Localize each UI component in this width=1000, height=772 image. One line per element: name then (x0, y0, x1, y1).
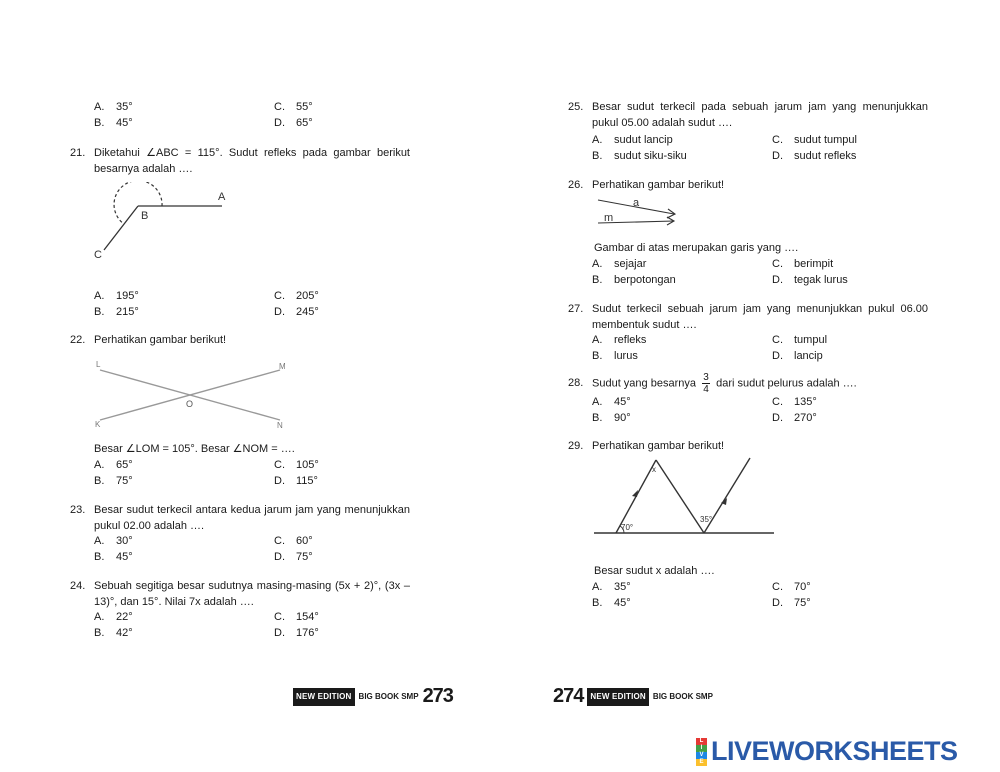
question-number: 24. (70, 580, 86, 592)
fraction: $\frac{3}{4}$ (703, 372, 709, 395)
option: B. 42° (94, 626, 133, 639)
logo-tiles-icon: L I V E (696, 738, 707, 766)
option: A. sejajar (592, 258, 647, 270)
edition-badge: NEW EDITION (587, 688, 649, 706)
question-text: Perhatikan gambar berikut! (94, 334, 227, 346)
option: D. 75° (772, 596, 811, 609)
option: C. 105° (274, 459, 319, 471)
option: B. sudut siku-siku (592, 149, 687, 162)
question-text: Besar sudut terkecil pada sebuah jarum jam yang menunjukkan pukul 05.00 adalah sudut …. (592, 101, 928, 129)
label-m: M (279, 362, 286, 371)
q28-options (592, 395, 932, 426)
label-m: m (604, 212, 614, 224)
angle-abc-figure (90, 182, 240, 262)
label-o: O (186, 399, 194, 409)
question-text: Sudut terkecil sebuah jarum jam yang menunjukkan pukul 06.00 membentuk sudut …. (592, 303, 928, 331)
q24-options (94, 610, 434, 641)
option: B. 215° (94, 305, 139, 318)
q29-statement: Besar sudut x adalah …. (594, 565, 715, 577)
option: C. 135° (772, 396, 817, 408)
option: D. 75° (274, 550, 313, 563)
label-l: L (96, 360, 101, 369)
label-35: 35° (700, 515, 713, 524)
option: C. 154° (274, 611, 319, 623)
arrow-ray-1 (632, 490, 638, 497)
option: A. refleks (592, 334, 647, 346)
option: D. 65° (274, 116, 313, 129)
reflection-angle-figure (590, 454, 780, 540)
label-c: C (94, 249, 102, 261)
option: C. 55° (274, 101, 313, 113)
option: C. tumpul (772, 334, 828, 346)
label-a: A (218, 191, 226, 203)
option: D. sudut refleks (772, 149, 857, 162)
ray-bc (104, 206, 138, 250)
book-title: BIG BOOK SMP (652, 692, 713, 701)
question-number: 21. (70, 147, 86, 159)
option: A. 35° (592, 581, 631, 593)
option: A. 45° (592, 396, 631, 408)
q23-options (94, 534, 434, 565)
question-text: Perhatikan gambar berikut! (592, 179, 725, 191)
option: B. lurus (592, 349, 638, 362)
brand-name: LIVEWORKSHEETS (711, 736, 958, 767)
q26-options (592, 257, 932, 288)
question-24 (70, 579, 410, 610)
edition-badge: NEW EDITION (293, 688, 355, 706)
option: B. 45° (94, 550, 133, 563)
ray-2 (656, 460, 704, 533)
page-number: 274 (553, 685, 584, 707)
option: A. 22° (94, 611, 133, 623)
option: D. 176° (274, 626, 319, 639)
q29-options (592, 580, 932, 611)
q27-options (592, 333, 932, 364)
label-a: a (633, 197, 640, 209)
option: A. 35° (94, 101, 133, 113)
q26-statement: Gambar di atas merupakan garis yang …. (594, 242, 799, 254)
option: A. sudut lancip (592, 134, 673, 146)
q22-statement: Besar ∠LOM = 105°. Besar ∠NOM = …. (94, 443, 295, 455)
option: B. 90° (592, 411, 631, 424)
option: C. 60° (274, 535, 313, 547)
question-text: Perhatikan gambar berikut! (592, 440, 725, 452)
q20-options (94, 100, 434, 131)
option: D. 270° (772, 411, 817, 424)
label-b: B (141, 210, 149, 222)
question-number: 28. (568, 376, 584, 389)
question-number: 29. (568, 440, 584, 452)
lines-am-figure (592, 192, 684, 228)
question-text: Besar sudut terkecil antara kedua jarum jam yang menunjukkan pukul 02.00 adalah …. (94, 504, 410, 532)
question-22 (70, 333, 410, 349)
reflex-angle-arc (114, 182, 162, 224)
option: A. 30° (94, 535, 133, 547)
option: D. 245° (274, 305, 319, 318)
question-number: 22. (70, 334, 86, 346)
option: A. 195° (94, 290, 139, 302)
option: C. 205° (274, 290, 319, 302)
option: D. 115° (274, 474, 318, 487)
question-number: 23. (70, 504, 86, 516)
question-number: 25. (568, 101, 584, 113)
option: B. 75° (94, 474, 133, 487)
intersecting-lines-figure (90, 356, 290, 432)
question-21 (70, 146, 410, 177)
question-23 (70, 503, 410, 534)
option: C. berimpit (772, 258, 834, 270)
option: D. lancip (772, 349, 823, 362)
question-text: Diketahui ∠ABC = 115°. Sudut refleks pada gambar berikut besarnya adalah …. (94, 147, 410, 175)
question-text: Sudut yang besarnya $\frac{3}{4}$ dari sudut pelurus adalah …. (592, 372, 857, 395)
page-footer-right (553, 685, 713, 707)
option: B. berpotongan (592, 273, 676, 286)
q21-options (94, 289, 434, 320)
question-28 (568, 372, 928, 395)
option: C. sudut tumpul (772, 134, 857, 146)
q22-options (94, 458, 434, 489)
label-x: x (652, 465, 656, 474)
liveworksheets-logo (696, 738, 958, 766)
option: A. 65° (94, 459, 133, 471)
question-number: 26. (568, 179, 584, 191)
book-title: BIG BOOK SMP (358, 692, 419, 701)
label-70: 70° (621, 523, 634, 532)
option: C. 70° (772, 581, 811, 593)
question-27 (568, 302, 928, 333)
label-n: N (277, 421, 283, 430)
option: D. tegak lurus (772, 273, 848, 286)
page-footer-left (293, 685, 453, 707)
option: B. 45° (94, 116, 133, 129)
page-number: 273 (422, 685, 453, 707)
question-29 (568, 439, 928, 455)
question-number: 27. (568, 303, 584, 315)
question-25 (568, 100, 928, 131)
question-text: Sebuah segitiga besar sudutnya masing-masing (5x + 2)°, (3x – 13)°, dan 15°. Nilai 7x adalah …. (94, 580, 410, 608)
label-k: K (95, 420, 101, 429)
option: B. 45° (592, 596, 631, 609)
q25-options (592, 133, 932, 164)
